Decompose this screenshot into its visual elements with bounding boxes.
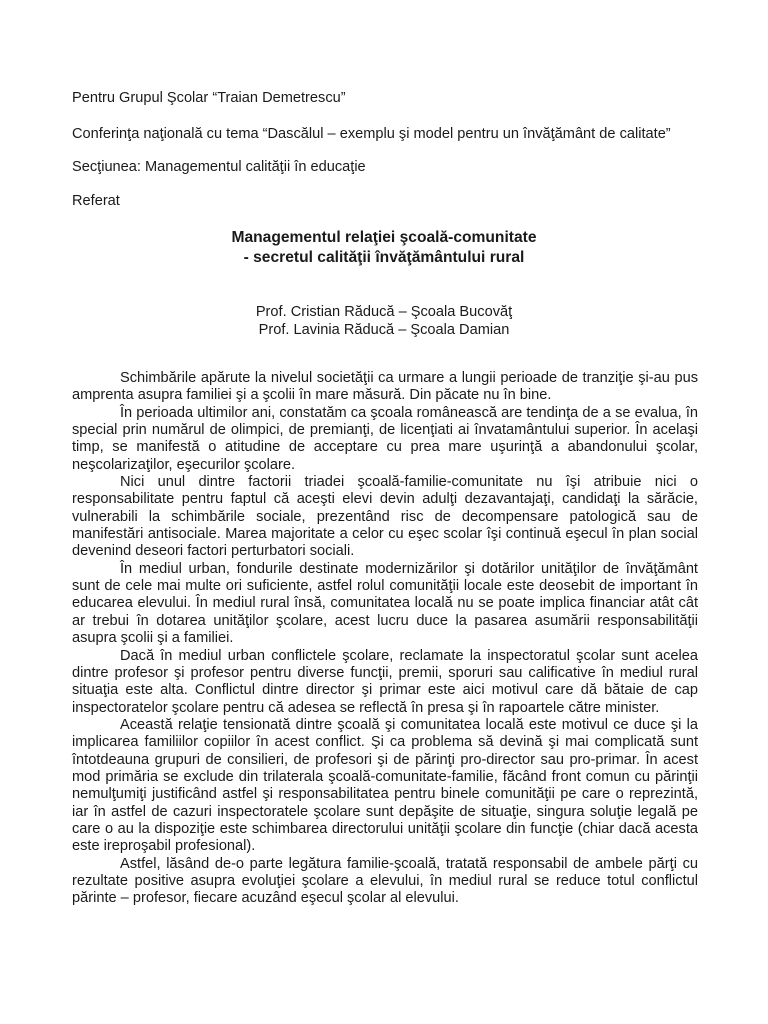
paragraph-6: Această relaţie tensionată dintre şcoală şi comunitatea locală este motivul ce duce şi la implicarea familiilor copiilor în acest conflict. Şi ca problema să devină şi mai complicată sunt întotdeauna grupuri de consilieri, de profesori şi de părinţi pro-director sau pro-primar. În acest mod primăria se exclude din trilaterala şcoală-comunitate-familie, făcând front comun cu părinţii nemulţumiţi justificând astfel şi responsabilitatea pentru binele comunităţii pe care o reprezintă, iar în astfel de cazuri inspectoratele şcolare sunt depăşite de situaţie, singura soluţie legală pe care o au la dispoziţie este schimbarea directorului unităţii şcolare din funcţie (chiar dacă acesta este ireproşabil profesional). [72,716,698,855]
title-line-2: - secretul calităţii învăţământului rural [243,249,525,266]
conference-line: Conferinţa naţională cu tema “Dascălul – exemplu şi model pentru un învăţământ de calitate” [72,126,671,142]
paragraph-7: Astfel, lăsând de-o parte legătura familie-şcoală, tratată responsabil de ambele părţi cu rezultate positive asupra evoluţiei şcolare a elevului, în mediul rural se reduce totul conflictul părinte – profesor, fiecare acuzând eşecul şcolar al elevului. [72,855,698,907]
authors-block [0,303,768,339]
document-title [0,228,768,268]
section-line: Secţiunea: Managementul calităţii în educaţie [72,159,366,175]
school-group-line: Pentru Grupul Şcolar “Traian Demetrescu” [72,90,346,106]
paragraph-4: În mediul urban, fondurile destinate modernizărilor şi dotărilor unităţilor de învăţământ sunt de cele mai multe ori suficiente, astfel rolul comunităţii locale este deosebit de important în educarea elevului. În mediul rural însă, comunitatea locală nu se poate implica financiar atât cât ar trebui în dotarea unităţilor şcolare, acest lucru duce la pasarea asumării responsabilităţii asupra şcolii şi a familiei. [72,560,698,647]
document-type-line: Referat [72,193,120,209]
paragraph-3: Nici unul dintre factorii triadei şcoală-familie-comunitate nu îşi atribuie nici o responsabilitate pentru faptul că aceşti elevi devin adulţi dezavantajaţi, candidaţi la sărăcie, vulnerabili la schimbările sociale, prezentând risc de decompensare patologică sau de manifestări antisociale. Marea majoritate a celor cu eşec scolar îşi continuă eşecul în plan social devenind deseori factori perturbatori sociali. [72,474,698,560]
paragraph-1: Schimbările apărute la nivelul societăţii ca urmare a lungii perioade de tranziţie şi-au pus amprenta asupra familiei şi a şcolii în mare măsură. Din păcate nu în bine. [72,370,698,404]
author-2: Prof. Lavinia Răducă – Şcoala Damian [258,322,510,338]
body-text [72,370,698,908]
title-line-1: Managementul relaţiei şcoală-comunitate [231,229,537,246]
paragraph-2: În perioada ultimilor ani, constatăm ca şcoala românească are tendinţa de a se evalua, în special prin numărul de olimpici, de premianţi, de licenţiati ai învatamântului superior. În acelaşi timp, se manifestă o atitudine de acceptare cu prea mare uşurinţă a abandonului şcolar, neşcolarizaţilor, eşecurilor şcolare. [72,404,698,473]
author-1: Prof. Cristian Răducă – Şcoala Bucovăţ [255,304,513,320]
paragraph-5: Dacă în mediul urban conflictele şcolare, reclamate la inspectoratul şcolar sunt acelea dintre profesor şi profesor pentru diverse funcţii, premii, sporuri sau calificative în mediul rural situaţia este alta. Conflictul dintre director şi primar este aici motivul care dă bătaie de cap inspectoratelor şcolare pentru că adesea se reflectă în presa şi în rapoartele către minister. [72,647,698,716]
